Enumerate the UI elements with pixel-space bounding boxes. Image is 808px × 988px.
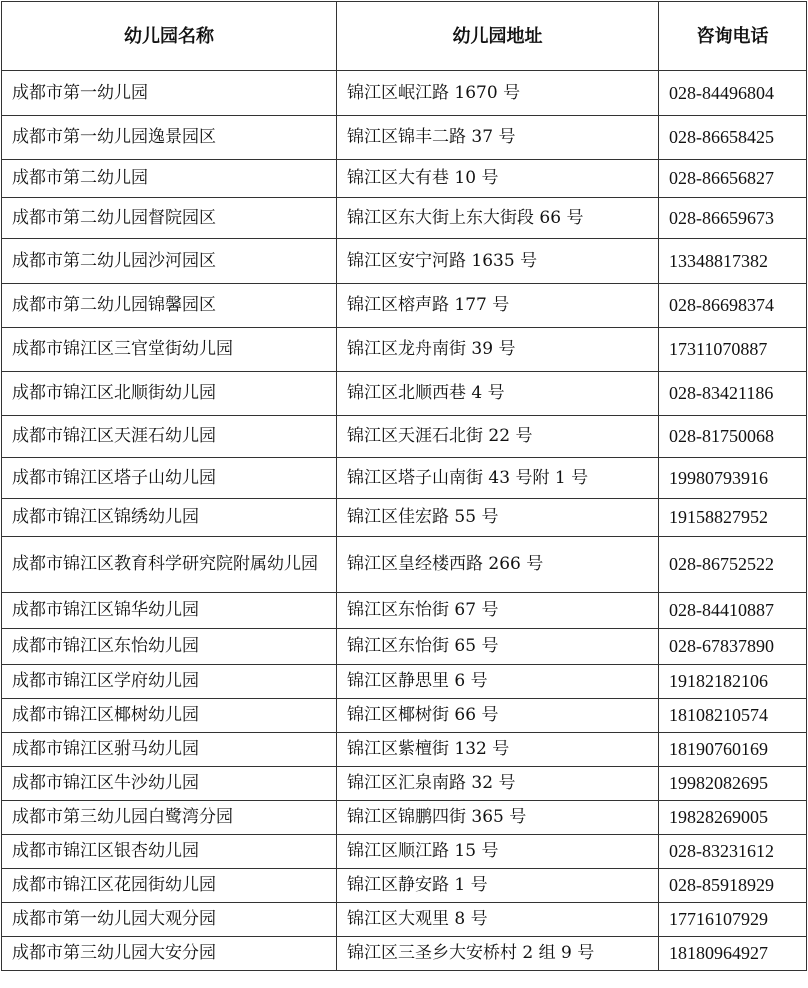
phone-cell: 19982082695 bbox=[659, 767, 807, 801]
kindergarten-name-cell: 成都市第一幼儿园大观分园 bbox=[2, 903, 337, 937]
phone-cell: 18108210574 bbox=[659, 699, 807, 733]
address-cell: 锦江区皇经楼西路 266 号 bbox=[337, 537, 659, 593]
table-row bbox=[2, 801, 807, 835]
table-row bbox=[2, 328, 807, 372]
kindergarten-name-cell: 成都市锦江区东怡幼儿园 bbox=[2, 629, 337, 665]
address-cell: 锦江区椰树街 66 号 bbox=[337, 699, 659, 733]
table-row bbox=[2, 937, 807, 971]
kindergarten-name-cell: 成都市第三幼儿园大安分园 bbox=[2, 937, 337, 971]
phone-cell: 028-86659673 bbox=[659, 198, 807, 239]
kindergarten-name-cell: 成都市锦江区驸马幼儿园 bbox=[2, 733, 337, 767]
address-cell: 锦江区佳宏路 55 号 bbox=[337, 499, 659, 537]
phone-cell: 028-83421186 bbox=[659, 372, 807, 416]
table-row bbox=[2, 699, 807, 733]
kindergarten-table bbox=[1, 1, 807, 971]
table-row bbox=[2, 239, 807, 284]
address-cell: 锦江区三圣乡大安桥村 2 组 9 号 bbox=[337, 937, 659, 971]
kindergarten-name-cell: 成都市锦江区学府幼儿园 bbox=[2, 665, 337, 699]
address-cell: 锦江区大观里 8 号 bbox=[337, 903, 659, 937]
kindergarten-name-cell: 成都市第一幼儿园逸景园区 bbox=[2, 116, 337, 160]
table-row bbox=[2, 733, 807, 767]
address-cell: 锦江区大有巷 10 号 bbox=[337, 160, 659, 198]
phone-cell: 028-86656827 bbox=[659, 160, 807, 198]
kindergarten-name-cell: 成都市锦江区教育科学研究院附属幼儿园 bbox=[2, 537, 337, 593]
header-row bbox=[2, 2, 807, 71]
kindergarten-name-cell: 成都市第二幼儿园 bbox=[2, 160, 337, 198]
kindergarten-name-cell: 成都市锦江区花园街幼儿园 bbox=[2, 869, 337, 903]
header-address: 幼儿园地址 bbox=[337, 2, 659, 71]
table-row bbox=[2, 116, 807, 160]
header-phone: 咨询电话 bbox=[659, 2, 807, 71]
phone-cell: 19182182106 bbox=[659, 665, 807, 699]
phone-cell: 19158827952 bbox=[659, 499, 807, 537]
table-row bbox=[2, 665, 807, 699]
address-cell: 锦江区龙舟南街 39 号 bbox=[337, 328, 659, 372]
phone-cell: 17716107929 bbox=[659, 903, 807, 937]
phone-cell: 13348817382 bbox=[659, 239, 807, 284]
address-cell: 锦江区东怡街 67 号 bbox=[337, 593, 659, 629]
kindergarten-name-cell: 成都市第三幼儿园白鹭湾分园 bbox=[2, 801, 337, 835]
phone-cell: 028-84496804 bbox=[659, 71, 807, 116]
table-row bbox=[2, 284, 807, 328]
kindergarten-name-cell: 成都市第一幼儿园 bbox=[2, 71, 337, 116]
phone-cell: 19980793916 bbox=[659, 458, 807, 499]
kindergarten-name-cell: 成都市锦江区锦绣幼儿园 bbox=[2, 499, 337, 537]
table-row bbox=[2, 767, 807, 801]
table-row bbox=[2, 835, 807, 869]
kindergarten-name-cell: 成都市锦江区牛沙幼儿园 bbox=[2, 767, 337, 801]
address-cell: 锦江区锦鹏四街 365 号 bbox=[337, 801, 659, 835]
header-name: 幼儿园名称 bbox=[2, 2, 337, 71]
table-row bbox=[2, 869, 807, 903]
address-cell: 锦江区顺江路 15 号 bbox=[337, 835, 659, 869]
kindergarten-name-cell: 成都市锦江区塔子山幼儿园 bbox=[2, 458, 337, 499]
address-cell: 锦江区榕声路 177 号 bbox=[337, 284, 659, 328]
table-row bbox=[2, 903, 807, 937]
kindergarten-name-cell: 成都市锦江区锦华幼儿园 bbox=[2, 593, 337, 629]
address-cell: 锦江区东怡街 65 号 bbox=[337, 629, 659, 665]
address-cell: 锦江区紫檀街 132 号 bbox=[337, 733, 659, 767]
table-row bbox=[2, 71, 807, 116]
address-cell: 锦江区锦丰二路 37 号 bbox=[337, 116, 659, 160]
kindergarten-name-cell: 成都市锦江区三官堂街幼儿园 bbox=[2, 328, 337, 372]
table-row bbox=[2, 372, 807, 416]
table-row bbox=[2, 593, 807, 629]
kindergarten-name-cell: 成都市锦江区北顺街幼儿园 bbox=[2, 372, 337, 416]
phone-cell: 18190760169 bbox=[659, 733, 807, 767]
phone-cell: 028-86658425 bbox=[659, 116, 807, 160]
table-body bbox=[2, 71, 807, 971]
address-cell: 锦江区静思里 6 号 bbox=[337, 665, 659, 699]
kindergarten-name-cell: 成都市锦江区椰树幼儿园 bbox=[2, 699, 337, 733]
table-row bbox=[2, 499, 807, 537]
phone-cell: 028-67837890 bbox=[659, 629, 807, 665]
address-cell: 锦江区天涯石北街 22 号 bbox=[337, 416, 659, 458]
table-row bbox=[2, 629, 807, 665]
kindergarten-name-cell: 成都市第二幼儿园锦馨园区 bbox=[2, 284, 337, 328]
phone-cell: 028-83231612 bbox=[659, 835, 807, 869]
table-row bbox=[2, 198, 807, 239]
table-row bbox=[2, 416, 807, 458]
phone-cell: 028-86698374 bbox=[659, 284, 807, 328]
phone-cell: 028-85918929 bbox=[659, 869, 807, 903]
address-cell: 锦江区静安路 1 号 bbox=[337, 869, 659, 903]
phone-cell: 028-86752522 bbox=[659, 537, 807, 593]
phone-cell: 028-84410887 bbox=[659, 593, 807, 629]
kindergarten-name-cell: 成都市锦江区天涯石幼儿园 bbox=[2, 416, 337, 458]
address-cell: 锦江区汇泉南路 32 号 bbox=[337, 767, 659, 801]
phone-cell: 19828269005 bbox=[659, 801, 807, 835]
table-row bbox=[2, 458, 807, 499]
address-cell: 锦江区塔子山南街 43 号附 1 号 bbox=[337, 458, 659, 499]
table-row bbox=[2, 160, 807, 198]
address-cell: 锦江区岷江路 1670 号 bbox=[337, 71, 659, 116]
kindergarten-name-cell: 成都市锦江区银杏幼儿园 bbox=[2, 835, 337, 869]
kindergarten-name-cell: 成都市第二幼儿园督院园区 bbox=[2, 198, 337, 239]
kindergarten-name-cell: 成都市第二幼儿园沙河园区 bbox=[2, 239, 337, 284]
phone-cell: 028-81750068 bbox=[659, 416, 807, 458]
phone-cell: 17311070887 bbox=[659, 328, 807, 372]
address-cell: 锦江区东大街上东大街段 66 号 bbox=[337, 198, 659, 239]
address-cell: 锦江区北顺西巷 4 号 bbox=[337, 372, 659, 416]
address-cell: 锦江区安宁河路 1635 号 bbox=[337, 239, 659, 284]
phone-cell: 18180964927 bbox=[659, 937, 807, 971]
table-row bbox=[2, 537, 807, 593]
